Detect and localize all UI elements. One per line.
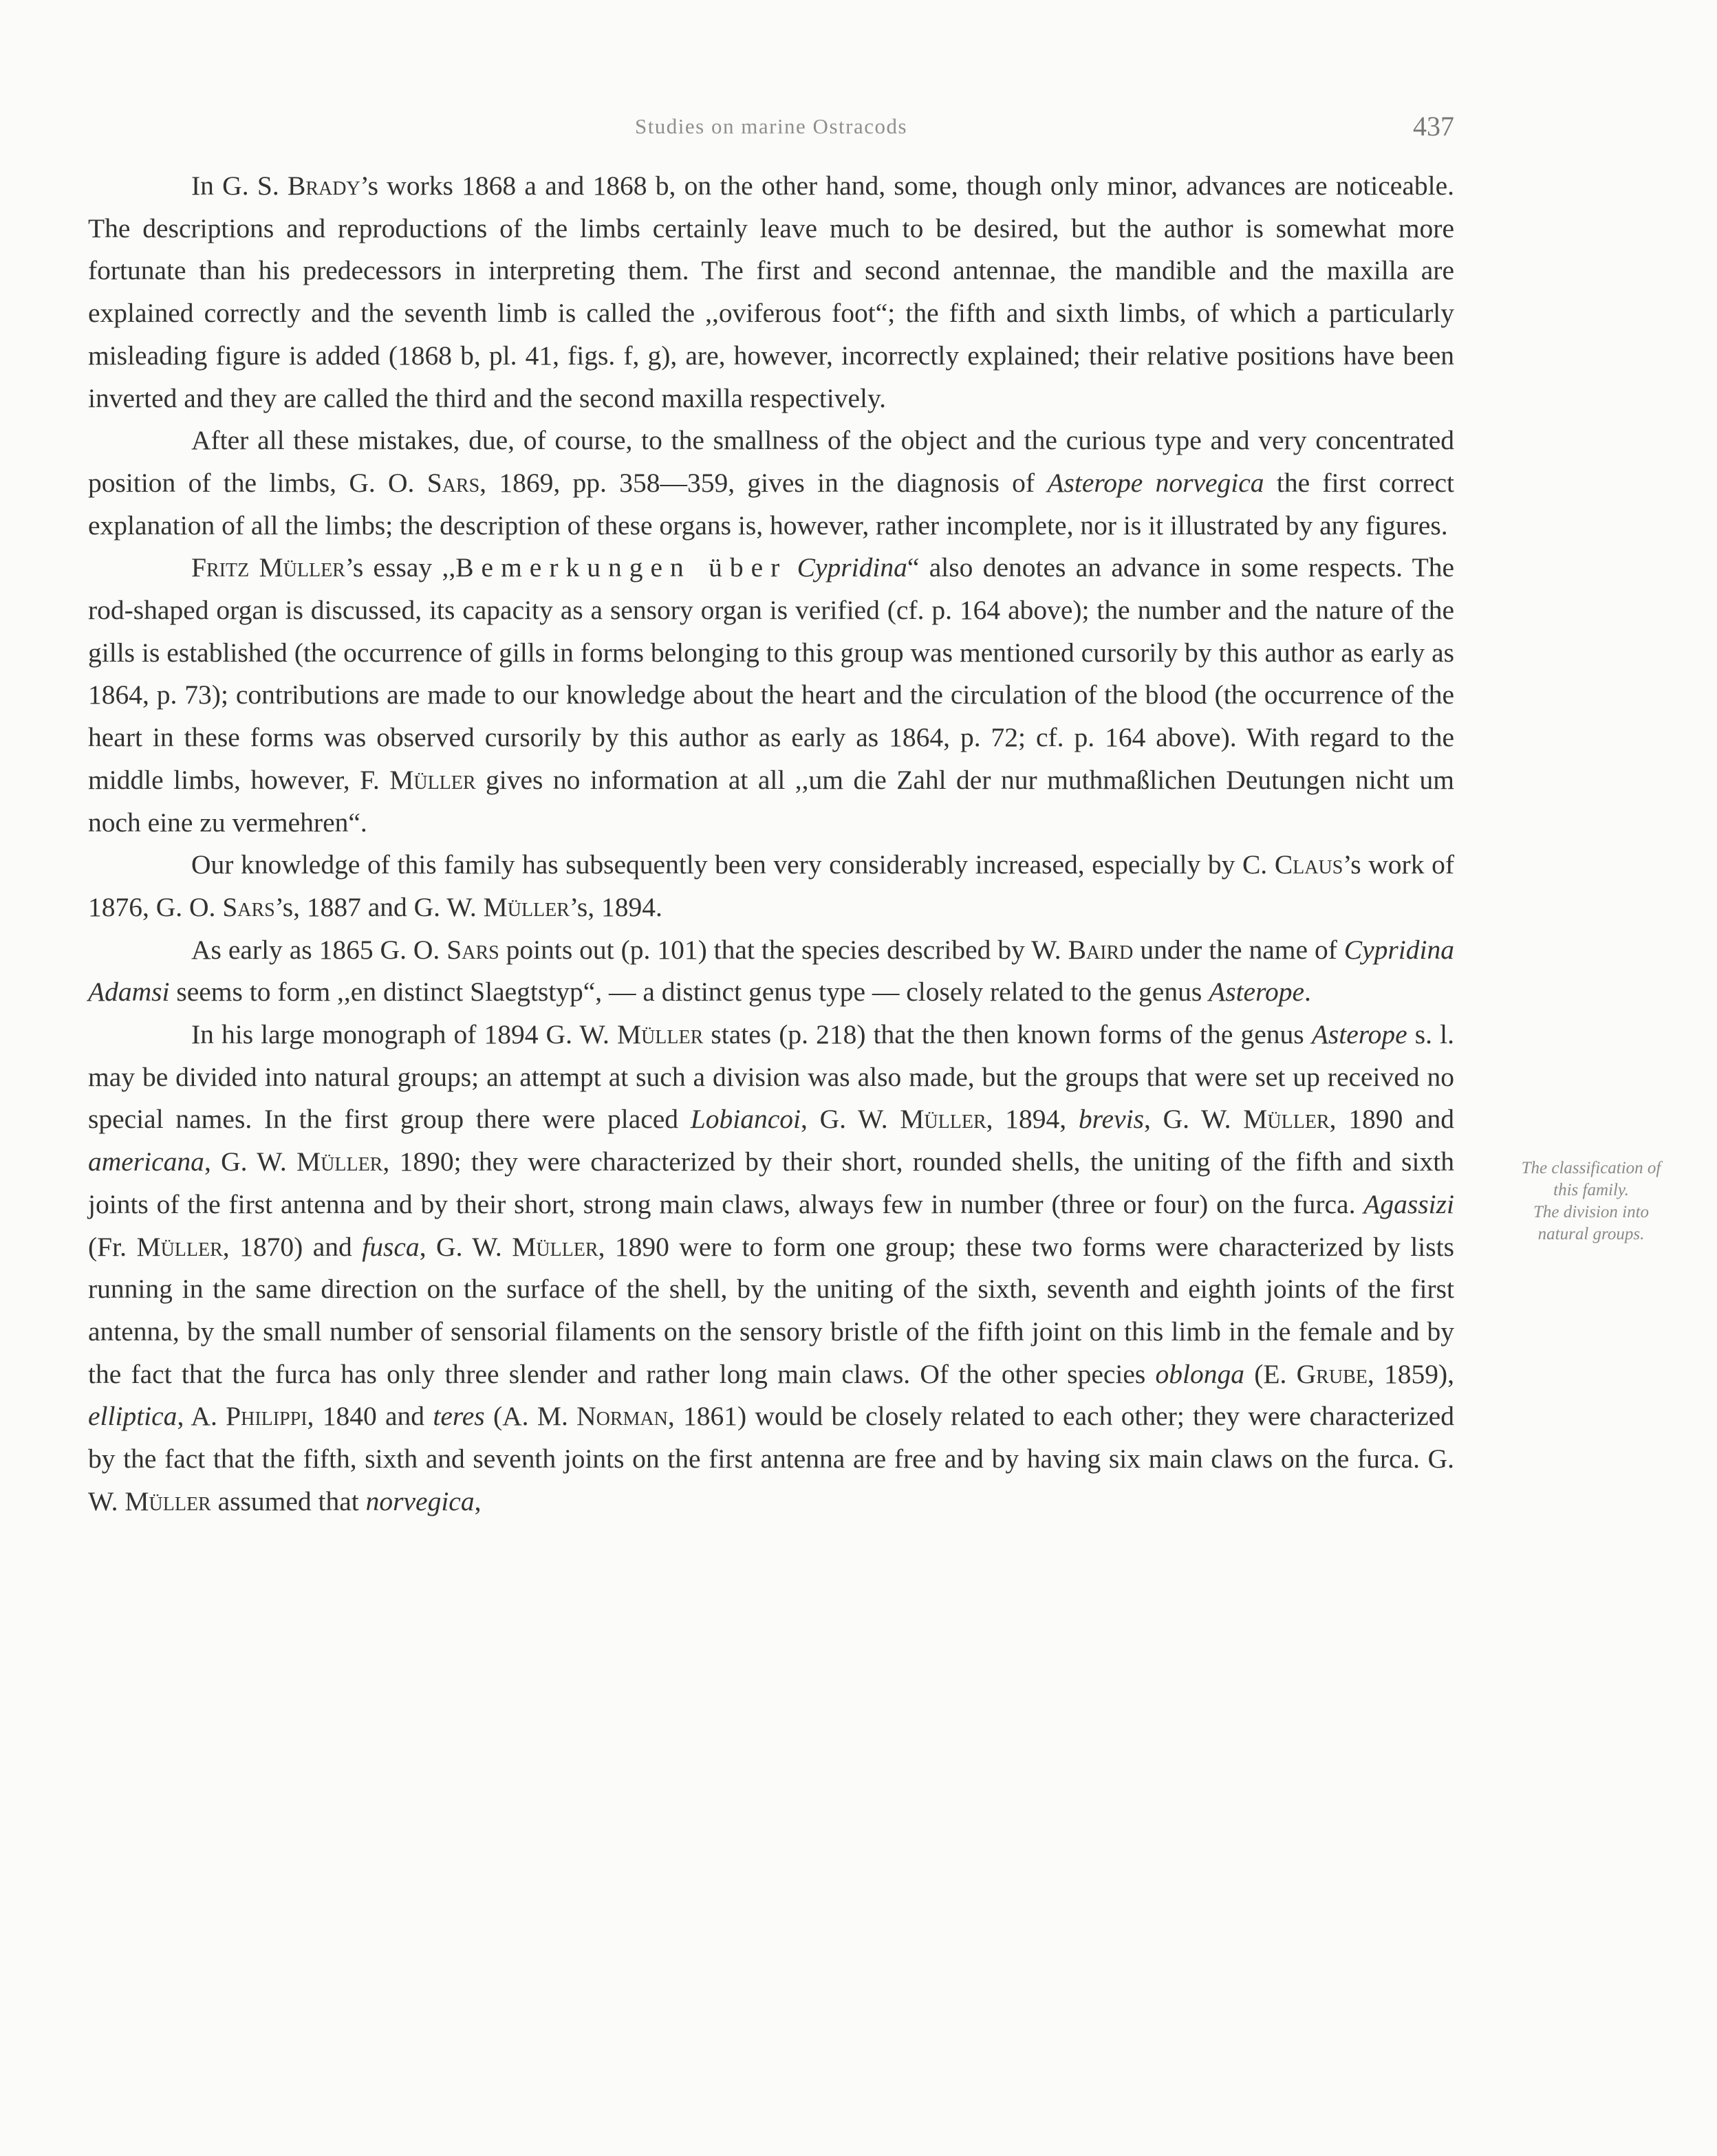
author-name: Müller <box>512 1231 598 1262</box>
spaced-title: Bemerkungen über <box>455 552 788 583</box>
species-name: Asterope norvegica <box>1047 467 1264 498</box>
author-name: Philippi <box>226 1401 307 1432</box>
margin-note <box>1491 1157 1691 1245</box>
genus-name: Cypridina <box>797 552 907 583</box>
author-name: Baird <box>1068 934 1134 965</box>
author-name: Sars <box>446 934 499 965</box>
genus-name: Asterope <box>1311 1019 1407 1050</box>
paragraph-6: In his large monograph of 1894 G. W. Müller states (p. 218) that the then known forms of the genus Asterope s. l. may be divided into natural groups; an attempt at such a division was also made, but the groups that were set up received no special names. In the first group there were placed Lobiancoi, G. W. Müller, 1894, brevis, G. W. Müller, 1890 and americana, G. W. Müller, 1890; they were characterized by their short, rounded shells, the uniting of the fifth and sixth joints of the first antenna and by their short, strong main claws, always few in number (three or four) on the furca. Agassizi (Fr. Müller, 1870) and fusca, G. W. Müller, 1890 were to form one group; these two forms were characterized by lists running in the same direction on the surface of the shell, by the uniting of the sixth, seventh and eighth joints of the first antenna, by the small number of sensorial filaments on the sensory bristle of the fifth joint on this limb in the female and by the fact that the furca has only three slender and rather long main claws. Of the other species oblonga (E. Grube, 1859), elliptica, A. Philippi, 1840 and teres (A. M. Norman, 1861) would be closely related to each other; they were characterized by the fact that the fifth, sixth and seventh joints on the first antenna are free and by having six main claws on the furca. G. W. Müller assumed that norvegica, <box>88 1019 1455 1516</box>
paragraph-3: Fritz Müller’s essay ,,Bemerkungen über Cypridina“ also denotes an advance in some respects. The rod-shaped organ is discussed, its capacity as a sensory organ is verified (cf. p. 164 above); the number and the nature of the gills is established (the occurrence of gills in forms belonging to this group was mentioned cursorily by this author as early as 1864, p. 73); contributions are made to our knowledge about the heart and the circulation of the blood (the occurrence of the heart in these forms was observed cursorily by this author as early as 1864, p. 72; cf. p. 164 above). With regard to the middle limbs, however, F. Müller gives no information at all ,,um die Zahl der nur muthmaßlichen Deutungen nicht um noch eine zu vermehren“. <box>88 552 1455 838</box>
margin-note-line: The division into <box>1533 1203 1650 1221</box>
author-name: Sars <box>426 467 480 498</box>
author-name: Müller <box>389 764 476 795</box>
species-name: norvegica <box>365 1485 475 1516</box>
page-number: 437 <box>1413 111 1454 142</box>
author-name: Claus <box>1274 849 1343 880</box>
species-name: oblonga <box>1155 1358 1245 1389</box>
author-name: Müller <box>900 1104 986 1135</box>
author-name: Müller <box>136 1231 223 1262</box>
margin-note-line: natural groups. <box>1537 1225 1645 1243</box>
species-name: americana <box>88 1146 204 1177</box>
paragraph-4: Our knowledge of this family has subsequently been very considerably increased, especially by C. Claus’s work of 1876, G. O. Sars’s, 1887 and G. W. Müller’s, 1894. <box>88 849 1454 922</box>
species-name: Cypridina Adamsi <box>88 934 1454 1008</box>
paragraph-2: After all these mistakes, due, of course, to the smallness of the object and the curious type and very concentrated position of the limbs, G. O. Sars, 1869, pp. 358—359, gives in the diagnosis of Asterope norvegica the first correct explanation of all the limbs; the description of these organs is, however, rather incomplete, nor is it illustrated by any figures. <box>88 425 1454 541</box>
author-name: Müller <box>616 1019 704 1050</box>
species-name: teres <box>433 1401 485 1432</box>
species-name: brevis <box>1078 1104 1144 1135</box>
margin-note-line: this family. <box>1553 1181 1629 1199</box>
author-name: Müller <box>483 891 570 922</box>
paragraph-5: As early as 1865 G. O. Sars points out (p. 101) that the species described by W. Baird under the name of Cypridina Adamsi seems to form ,,en distinct Slaegtstyp“, — a distinct genus type — closely related to the genus Asterope. <box>88 934 1454 1008</box>
species-name: Agassizi <box>1363 1188 1454 1219</box>
author-name: Müller <box>296 1146 383 1177</box>
author-name: Müller <box>1243 1104 1330 1135</box>
species-name: fusca <box>362 1231 420 1262</box>
running-title: Studies on marine Ostracods <box>634 114 908 138</box>
margin-note-line: The classification of <box>1521 1159 1661 1177</box>
species-name: Lobiancoi <box>690 1104 801 1135</box>
author-name: Norman <box>576 1401 668 1432</box>
author-name: Fritz Müller <box>191 552 345 583</box>
body-text <box>88 165 1454 1523</box>
author-name: Brady <box>287 171 360 201</box>
species-name: elliptica <box>88 1401 177 1432</box>
paragraph-1: In G. S. Brady’s works 1868 a and 1868 b, on the other hand, some, though only minor, advances are noticeable. The descriptions and reproductions of the limbs certainly leave much to be desired, but the author is somewhat more fortunate than his predecessors in interpreting them. The first and second antennae, the mandible and the maxilla are explained correctly and the seventh limb is called the ,,oviferous foot“; the fifth and sixth limbs, of which a particularly misleading figure is added (1868 b, pl. 41, figs. f, g), are, however, incorrectly explained; their relative positions have been inverted and they are called the third and the second maxilla respectively. <box>88 171 1454 413</box>
page-header <box>88 110 1454 151</box>
author-name: Sars <box>222 891 275 922</box>
genus-name: Asterope <box>1209 977 1305 1008</box>
author-name: Müller <box>125 1485 211 1516</box>
author-name: Grube <box>1296 1358 1368 1389</box>
